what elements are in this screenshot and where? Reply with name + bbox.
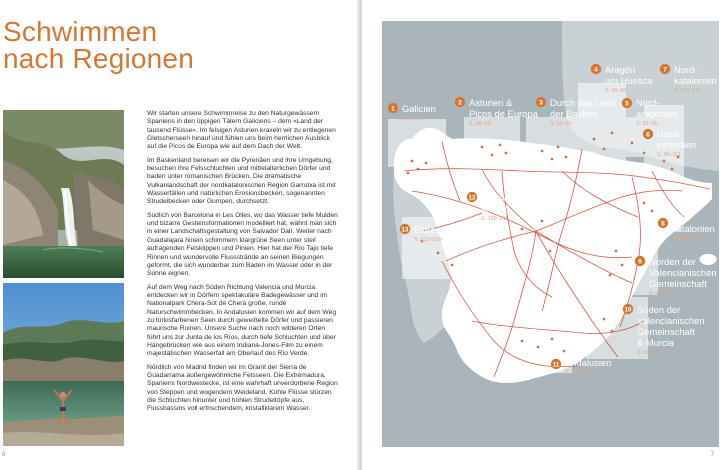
region-number: 6 (646, 131, 650, 139)
region-number: 3 (539, 99, 543, 107)
region-pages: S. 196–211 (481, 216, 509, 222)
region-name-line-1: Nord- (674, 64, 698, 75)
swimmer-lake-photo (3, 283, 124, 446)
intro-paragraph: Südlich von Barcelona in Les Olles, wo das Wasser tiefe Mulden und bizarre Gesteinsformationen modelliert hat, wähnt man sich in einer Landschaftsgestaltung von Salvador Dalí. Weiter nach Guadalajara hinein schimmern klargrüne Seen unter steil aufragenden Felsklippen und Pinien. Hier hat der Río Tajo tiefe Rinnen und wundervolle Flussstrände an seinen Biegungen geformt, die sich wunderbar zum Baden im Wasser oder in der Sonne eignen. (147, 211, 338, 278)
region-name-line-2: Picos de Europa (469, 108, 538, 119)
page-title (3, 18, 194, 72)
region-name-line-2: Valencianischen (637, 315, 705, 326)
region-number: 4 (594, 66, 598, 74)
intro-paragraph: Im Baskenland bereisen wir die Pyrenäen und ihre Umgebung, besuchen ihre Felsschluchten und mittelalterlichen Dörfer und baden unter romanischen Brücken. Die dramatische Vulkanlandschaft der nordkatalonischen Region Garrotxa ist mit Wasserfällen und natürlichen Erosionsbecken, sogenannten Strudelbecken oder Gumpen, durchsetzt. (147, 156, 336, 206)
region-name-line-3: Gemeinschaft (649, 278, 707, 289)
region-number: 7 (663, 66, 667, 74)
region-name-line-1: Asturien & (469, 97, 513, 108)
region-name-line-1: Aragón (605, 64, 636, 75)
page-number-left: 6 (2, 452, 6, 458)
region-name-line-2: Madrid (481, 203, 510, 214)
region-pages: S. 66–81 (605, 88, 627, 94)
region-number: 10 (624, 306, 632, 314)
region-name-line-2: Valencianischen (649, 267, 717, 278)
region-pages: S. 112–127 (674, 88, 702, 94)
region-number: 2 (458, 99, 462, 107)
region-pages: S. 96–111 (657, 152, 681, 158)
region-pages: S. 50–65 (550, 121, 572, 127)
region-pages: S. 128–143 (672, 236, 700, 242)
region-name-line-1: Süden der (637, 304, 681, 315)
waterfall-photo-image (3, 110, 124, 278)
region-name-line-1: Durch das Land (550, 97, 617, 108)
page-title-line-2: nach Regionen (3, 43, 194, 74)
left-page (0, 0, 358, 470)
page-number-right: 7 (710, 452, 714, 458)
region-pages: S. 176–195 (565, 370, 593, 376)
intro-paragraph: Nördlich von Madrid finden wir im Granit der Sierra de Guadarrama außergewöhnliche Felsseen. Die Extremadura, Spaniens Nordwestecke, ist eine wahrhaft unverdorbene Region von Steppen und wogendem Weideland. Kühle Flüsse stürzen die Schluchten hinunter und höhlen Strudeltöpfe aus, Flussbassins voll erfrischendem, kristallklarem Wasser. (147, 363, 338, 413)
page-title-line-1: Schwimmen (3, 16, 158, 47)
region-pages: S. 160–175 (637, 350, 665, 356)
right-page (362, 0, 720, 470)
intro-paragraph: Wir starten unsere Schwimmreise zu den Naturgewässern Spaniens in den üppigen Tälern Galiciens – dem »Land der tausend Flüsse«. Im felsigen Asturien kraxeln wir zu entlegenen Gletscherseen hinauf und fühlen uns beim herrlichen Ausblick auf die Picos de Europa wie auf dem Dach der Welt. (147, 110, 336, 151)
region-name-line-4: & Murcia (637, 337, 674, 348)
waterfall-photo (3, 110, 124, 278)
region-name-line-2: katalonien (672, 223, 715, 234)
region-number: 9 (638, 258, 642, 266)
region-number: 12 (468, 194, 476, 202)
region-number: 13 (401, 226, 409, 234)
region-number: 5 (625, 100, 629, 108)
region-pages: S. 36–49 (469, 121, 491, 127)
region-number: 1 (391, 105, 395, 113)
region-pages: S. 144–159 (649, 291, 677, 297)
region-pages: S. 20–35 (402, 116, 424, 122)
region-name-line-1: Guadalajara & (481, 192, 541, 203)
region-name-line-2: der Basken (550, 108, 598, 119)
region-name-line-3: Gemeinschaft (637, 326, 695, 337)
region-name: Andalusien (565, 357, 612, 368)
region-pages: S. 82–95 (636, 121, 658, 127)
region-name-line-2: aragonien (636, 108, 678, 119)
region-name-line-1: Süd- (672, 212, 692, 223)
region-name-line-1: Norden der (649, 256, 696, 267)
region-number: 11 (552, 361, 560, 369)
swimmer-lake-photo-image (3, 283, 124, 446)
region-number: 8 (661, 220, 665, 228)
region-pages: S. 212–219 (414, 237, 442, 243)
region-name-line-1: Nord- (636, 97, 660, 108)
intro-text (147, 110, 339, 419)
region-name: Galicien (402, 103, 436, 114)
region-name-line-2: pyrenäen (657, 139, 697, 150)
intro-paragraph: Auf dem Weg nach Süden Richtung Valencia und Murcia entdecken wir in Dörfern spektakuläre Badegewässer und im Nationalpark Chera-Sot de Chera große, runde Naturschwimmbecken. In Andalusien kommen wir auf dem Weg zu türkisfarbenen Seen durch geweißelte Dörfer und passieren maurische Ruinen. Unsere Suche nach noch wilderen Orten führt uns zur Junta de los Ríos, durch tiefe Schluchten und über Hängebrücken wie aus einem Indiana-Jones-Film zu einem majestätischen Wasserfall am Oberlauf des Río Verde. (147, 283, 337, 358)
region-name-line-1: Hoch- (657, 128, 683, 139)
region-name-line-2: katalonien (674, 75, 717, 86)
spain-region-map (382, 21, 719, 447)
region-name-line-2: um Huesca (605, 75, 653, 86)
region-name: Extremadura (414, 224, 468, 235)
